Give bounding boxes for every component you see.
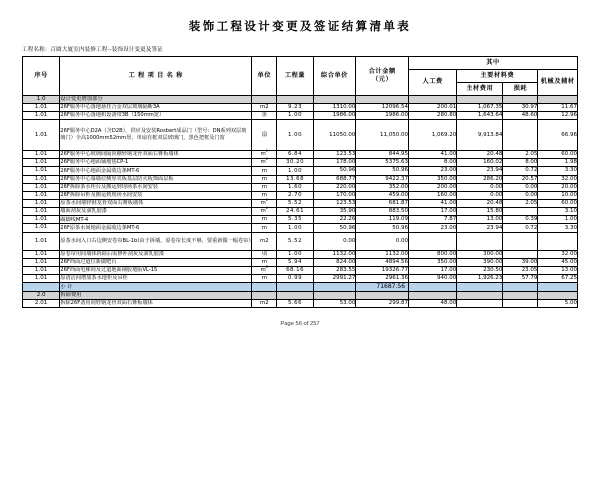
cell-qty: 1.00 xyxy=(277,167,313,175)
cell-unit-price: 178.00 xyxy=(313,159,356,167)
cell-unit-price: 283.55 xyxy=(313,266,356,274)
cell-amount xyxy=(356,95,409,103)
col-header-material: 主要材料费 xyxy=(457,69,538,82)
cell-seq: 2.0 xyxy=(23,291,60,299)
col-header-quantity: 工程量 xyxy=(277,56,313,95)
cell-unit-price: 1310.00 xyxy=(313,103,356,111)
cell-machine: 32.00 xyxy=(538,175,578,183)
cell-unit: m xyxy=(252,224,277,232)
cell-name: 26F服务中心落地积设备带3B（150mm宽） xyxy=(60,111,252,119)
cell-name: 26F西面电梯间及过道地面铺胶地版VL-15 xyxy=(60,266,252,274)
cell-loss: 48.60 xyxy=(503,111,538,119)
cell-name: 原卷帘用间墙体拆除后需修补刮灰及油乳胶漆 xyxy=(60,250,252,258)
col-header-seq: 序号 xyxy=(23,56,60,95)
cell-material-cost: 160.02 xyxy=(457,159,503,167)
table-row xyxy=(23,167,578,175)
cell-machine xyxy=(538,232,578,250)
cell-seq: 1.01 xyxy=(23,151,60,159)
cell-loss: 2.05 xyxy=(503,151,538,159)
cell-unit-price: 11050.00 xyxy=(313,120,356,151)
cell-unit: m2 xyxy=(252,103,277,111)
cell-labor xyxy=(409,232,457,250)
table-group-row xyxy=(23,291,578,299)
cell-unit-price xyxy=(313,291,356,299)
cell-loss: 0.00 xyxy=(503,183,538,191)
cell-amount: 9422.37 xyxy=(356,175,409,183)
page-title: 装饰工程设计变更及签证结算清单表 xyxy=(188,19,412,33)
cell-labor: 280.80 xyxy=(409,111,457,119)
cell-qty xyxy=(277,291,313,299)
settlement-table xyxy=(22,56,578,308)
cell-material-cost: 390.00 xyxy=(457,258,503,266)
cell-loss: 0.72 xyxy=(503,167,538,175)
cell-material-cost xyxy=(457,283,503,292)
cell-amount: 11,050.00 xyxy=(356,120,409,151)
cell-unit: $m^2$ xyxy=(252,159,277,167)
cell-loss: 30.97 xyxy=(503,103,538,111)
cell-loss xyxy=(503,300,538,308)
cell-machine: 3.30 xyxy=(538,167,578,175)
cell-machine: 3.30 xyxy=(538,224,578,232)
cell-unit xyxy=(252,291,277,299)
cell-labor: 350.00 xyxy=(409,175,457,183)
cell-labor xyxy=(409,95,457,103)
cell-machine: 32.00 xyxy=(538,250,578,258)
cell-qty: 5.66 xyxy=(277,300,313,308)
cell-qty: 6.84 xyxy=(277,151,313,159)
cell-amount: 4894.56 xyxy=(356,258,409,266)
cell-labor: 940.00 xyxy=(409,275,457,283)
cell-machine: 13.00 xyxy=(538,266,578,274)
cell-machine: 60.00 xyxy=(538,151,578,159)
cell-qty: 5.52 xyxy=(277,232,313,250)
project-name-line: 工程名称：百圆大厦室内装修工程--装饰设计变更及签证 xyxy=(22,46,163,53)
cell-seq: 1.01 xyxy=(23,103,60,111)
cell-qty: 1.00 xyxy=(277,120,313,151)
cell-machine: 20.00 xyxy=(538,183,578,191)
cell-unit-price: 1986.00 xyxy=(313,111,356,119)
cell-material-cost: 286.20 xyxy=(457,175,503,183)
table-row xyxy=(23,111,578,119)
table-row xyxy=(23,200,578,208)
cell-loss xyxy=(503,283,538,292)
cell-machine: 5.00 xyxy=(538,300,578,308)
cell-loss: 20.57 xyxy=(503,175,538,183)
cell-amount: 459.00 xyxy=(356,191,409,199)
cell-amount: 0.00 xyxy=(356,232,409,250)
table-row xyxy=(23,216,578,224)
cell-qty xyxy=(277,95,313,103)
cell-loss xyxy=(503,250,538,258)
cell-unit-price: 35.90 xyxy=(313,208,356,216)
table-row xyxy=(23,120,578,151)
cell-name: 26F拆除茶水柜台及搬运到现场茶水间安装 xyxy=(60,183,252,191)
cell-unit: m xyxy=(252,191,277,199)
cell-labor: 7.87 xyxy=(409,216,457,224)
cell-name: 踢脚线MT-4 xyxy=(60,216,252,224)
cell-name: 拆除26F备用间轻钢龙骨双面石膏板墙体 xyxy=(60,300,252,308)
cell-qty: 1.00 xyxy=(277,250,313,258)
cell-machine: 60.00 xyxy=(538,200,578,208)
cell-amount: 19326.77 xyxy=(356,266,409,274)
cell-seq: 1.01 xyxy=(23,175,60,183)
cell-labor: 8.00 xyxy=(409,159,457,167)
cell-seq: 1.01 xyxy=(23,208,60,216)
cell-loss xyxy=(503,291,538,299)
cell-seq: 1.01 xyxy=(23,167,60,175)
cell-seq: 1.01 xyxy=(23,216,60,224)
cell-qty: 13.68 xyxy=(277,175,313,183)
cell-material-cost: 20.48 xyxy=(457,200,503,208)
table-row xyxy=(23,159,578,167)
cell-qty: 1.00 xyxy=(277,111,313,119)
cell-seq: 2.01 xyxy=(23,300,60,308)
cell-qty xyxy=(277,283,313,292)
cell-unit-price: 824.00 xyxy=(313,258,356,266)
cell-seq: 1.01 xyxy=(23,159,60,167)
cell-unit xyxy=(252,283,277,292)
table-row xyxy=(23,300,578,308)
cell-amount: 299.87 xyxy=(356,300,409,308)
cell-amount: 883.50 xyxy=(356,208,409,216)
cell-labor: 23.00 xyxy=(409,224,457,232)
cell-unit-price: 50.96 xyxy=(313,167,356,175)
cell-name: 墙面刮灰及油乳胶漆 xyxy=(60,208,252,216)
cell-loss: 57.79 xyxy=(503,275,538,283)
cell-loss xyxy=(503,120,538,151)
cell-unit-price: 50.96 xyxy=(313,224,356,232)
cell-machine: 66.96 xyxy=(538,120,578,151)
cell-amount: 844.95 xyxy=(356,151,409,159)
cell-name: 原清洁间增加茶水地柜及吊柜 xyxy=(60,275,252,283)
cell-machine: 1.00 xyxy=(538,216,578,224)
cell-unit-price: 2991.27 xyxy=(313,275,356,283)
cell-material-cost: 0.00 xyxy=(457,183,503,191)
cell-unit-price: 123.53 xyxy=(313,200,356,208)
cell-labor: 17.00 xyxy=(409,208,457,216)
cell-material-cost: 15.80 xyxy=(457,208,503,216)
cell-labor: 200.01 xyxy=(409,103,457,111)
cell-material-cost: 300.00 xyxy=(457,250,503,258)
cell-unit: m xyxy=(252,183,277,191)
cell-seq: 1.01 xyxy=(23,191,60,199)
cell-loss: 0.72 xyxy=(503,224,538,232)
cell-labor: 160.00 xyxy=(409,191,457,199)
cell-name: 26F服务中心地面铺地毯CP-1 xyxy=(60,159,252,167)
cell-name: 小 计 xyxy=(60,283,252,292)
cell-machine: 45.00 xyxy=(538,258,578,266)
cell-machine: 12.96 xyxy=(538,111,578,119)
cell-qty: 5.52 xyxy=(277,200,313,208)
cell-name: 26F服务中心D2A（含D2B）．供应及安装Rosbert成品门（型号：DN系列双层玻璃门）全高1000mm52mm厚，单扇有框双层玻璃门，黑色把框及门窗 xyxy=(60,120,252,151)
cell-qty: 30.20 xyxy=(277,159,313,167)
cell-labor: 23.00 xyxy=(409,167,457,175)
col-header-amount-line1: 合计金额 xyxy=(368,67,396,75)
cell-seq: 1.01 xyxy=(23,250,60,258)
cell-qty: 2.70 xyxy=(277,191,313,199)
cell-qty: 0.99 xyxy=(277,275,313,283)
table-row xyxy=(23,175,578,183)
cell-unit: $m^2$ xyxy=(252,208,277,216)
cell-name: 26F西面过道位新做吧台 xyxy=(60,258,252,266)
cell-material-cost: 20.48 xyxy=(457,151,503,159)
cell-labor: 17.00 xyxy=(409,266,457,274)
document-page xyxy=(0,20,600,483)
cell-unit-price: 53.00 xyxy=(313,300,356,308)
cell-machine: 11.67 xyxy=(538,103,578,111)
cell-amount: 12096.54 xyxy=(356,103,409,111)
cell-name: 26F服务中心落地悬挂合金双层玻璃隔断3A xyxy=(60,103,252,111)
cell-material-cost xyxy=(457,232,503,250)
cell-unit-price xyxy=(313,283,356,292)
cell-name: 原茶水间入口右边侧安卷帘BL-1b(由于拆墙，原卷帘长度不够，要重新做一幅卷帘） xyxy=(60,232,252,250)
cell-unit-price: 1132.00 xyxy=(313,250,356,258)
cell-seq: 1.0 xyxy=(23,95,60,103)
cell-unit-price: 170.00 xyxy=(313,191,356,199)
table-body xyxy=(23,95,578,308)
cell-amount: 119.09 xyxy=(356,216,409,224)
cell-qty: 9.23 xyxy=(277,103,313,111)
header-row-1 xyxy=(23,56,578,69)
table-header xyxy=(23,56,578,95)
cell-unit: m xyxy=(252,216,277,224)
col-header-amount-line2: （元） xyxy=(372,75,393,83)
col-header-among: 其中 xyxy=(409,56,578,69)
cell-material-cost: 1,067.35 xyxy=(457,103,503,111)
cell-name: 26F服务中心幕墙位侧厚夹板基层防火板饰面层板 xyxy=(60,175,252,183)
cell-name: 拆除费用 xyxy=(60,291,252,299)
cell-material-cost: 13.00 xyxy=(457,216,503,224)
cell-loss: 2.05 xyxy=(503,200,538,208)
cell-unit-price: 123.53 xyxy=(313,151,356,159)
table-row xyxy=(23,232,578,250)
col-header-loss: 损耗 xyxy=(503,82,538,95)
cell-machine: 3.10 xyxy=(538,208,578,216)
cell-seq: 1.01 xyxy=(23,275,60,283)
cell-name: 26F服务中心玻璃间隔顶棚轻钢龙骨双面右膏板墙体 xyxy=(60,151,252,159)
cell-unit: $m^2$ xyxy=(252,151,277,159)
cell-seq: 1.01 xyxy=(23,111,60,119)
cell-seq: 1.01 xyxy=(23,183,60,191)
cell-loss xyxy=(503,95,538,103)
cell-machine xyxy=(538,291,578,299)
cell-unit: m xyxy=(252,275,277,283)
cell-material-cost: 23.94 xyxy=(457,167,503,175)
cell-labor: 48.00 xyxy=(409,300,457,308)
cell-amount: 5375.63 xyxy=(356,159,409,167)
cell-name: 26F原茶水间地面金属收边条MT-6 xyxy=(60,224,252,232)
cell-labor: 41.00 xyxy=(409,151,457,159)
table-row xyxy=(23,275,578,283)
cell-loss: 8.00 xyxy=(503,159,538,167)
cell-unit: m xyxy=(252,175,277,183)
col-header-labor: 人工费 xyxy=(409,69,457,95)
cell-labor: 800.00 xyxy=(409,250,457,258)
table-subtotal-row xyxy=(23,283,578,292)
cell-labor: 200.00 xyxy=(409,183,457,191)
cell-amount: 1986.00 xyxy=(356,111,409,119)
cell-unit-price xyxy=(313,95,356,103)
cell-unit-price: 220.00 xyxy=(313,183,356,191)
cell-unit-price: 0.00 xyxy=(313,232,356,250)
table-row xyxy=(23,103,578,111)
cell-material-cost xyxy=(457,95,503,103)
cell-qty: 24.61 xyxy=(277,208,313,216)
cell-labor: 1,069.20 xyxy=(409,120,457,151)
cell-loss: 0.39 xyxy=(503,216,538,224)
cell-machine: 67.25 xyxy=(538,275,578,283)
col-header-amount xyxy=(356,56,409,95)
cell-loss: 23.05 xyxy=(503,266,538,274)
cell-unit-price: 688.77 xyxy=(313,175,356,183)
cell-loss: 0.00 xyxy=(503,191,538,199)
table-row xyxy=(23,151,578,159)
cell-amount: 2961.36 xyxy=(356,275,409,283)
table-row xyxy=(23,208,578,216)
cell-qty: 68.16 xyxy=(277,266,313,274)
col-header-unit: 单位 xyxy=(252,56,277,95)
page-footer: Page 56 of 257 xyxy=(280,321,320,328)
cell-labor: 350.00 xyxy=(409,258,457,266)
cell-unit: $m^2$ xyxy=(252,200,277,208)
cell-unit: 项 xyxy=(252,250,277,258)
cell-labor xyxy=(409,283,457,292)
cell-material-cost: 230.50 xyxy=(457,266,503,274)
cell-material-cost xyxy=(457,291,503,299)
cell-seq xyxy=(23,283,60,292)
cell-material-cost: 0.00 xyxy=(457,191,503,199)
cell-name: 26F服务中心地面金属收边条MT-6 xyxy=(60,167,252,175)
cell-seq: 1.01 xyxy=(23,232,60,250)
cell-unit: m2 xyxy=(252,300,277,308)
cell-machine xyxy=(538,283,578,292)
col-header-unit-price: 综合单价 xyxy=(313,56,356,95)
col-header-name: 工 程 项 目 名 称 xyxy=(60,56,252,95)
table-row xyxy=(23,224,578,232)
cell-unit: 条 xyxy=(252,111,277,119)
col-header-material-cost: 主材费用 xyxy=(457,82,503,95)
cell-unit: m2 xyxy=(252,232,277,250)
cell-qty: 1.00 xyxy=(277,224,313,232)
table-group-row xyxy=(23,95,578,103)
cell-qty: 1.60 xyxy=(277,183,313,191)
cell-amount: 681.87 xyxy=(356,200,409,208)
cell-seq: 1.01 xyxy=(23,224,60,232)
cell-loss xyxy=(503,208,538,216)
table-row xyxy=(23,183,578,191)
cell-amount: 352.00 xyxy=(356,183,409,191)
cell-labor xyxy=(409,291,457,299)
cell-seq: 1.01 xyxy=(23,266,60,274)
cell-machine xyxy=(538,95,578,103)
cell-name: 设计变更增加部分 xyxy=(60,95,252,103)
cell-amount: 71687.56 xyxy=(356,283,409,292)
cell-amount: 50.96 xyxy=(356,167,409,175)
cell-name: 26F拆除吊柜及搬运到现场水间安装 xyxy=(60,191,252,199)
cell-amount: 50.96 xyxy=(356,224,409,232)
cell-qty: 5.94 xyxy=(277,258,313,266)
cell-unit: m xyxy=(252,167,277,175)
cell-unit xyxy=(252,95,277,103)
cell-unit: 扇 xyxy=(252,120,277,151)
cell-material-cost: 23.94 xyxy=(457,224,503,232)
cell-seq: 1.01 xyxy=(23,120,60,151)
cell-qty: 5.35 xyxy=(277,216,313,224)
cell-loss: 39.00 xyxy=(503,258,538,266)
cell-unit: m xyxy=(252,258,277,266)
cell-amount xyxy=(356,291,409,299)
cell-seq: 1.01 xyxy=(23,258,60,266)
cell-machine: 1.98 xyxy=(538,159,578,167)
cell-material-cost: 1,926.23 xyxy=(457,275,503,283)
cell-material-cost xyxy=(457,300,503,308)
col-header-machine: 机械及辅材 xyxy=(538,69,578,95)
cell-loss xyxy=(503,232,538,250)
cell-labor: 41.00 xyxy=(409,200,457,208)
cell-amount: 1132.00 xyxy=(356,250,409,258)
table-row xyxy=(23,191,578,199)
cell-seq: 1.01 xyxy=(23,200,60,208)
cell-material-cost: 9,913.84 xyxy=(457,120,503,151)
cell-material-cost: 1,643.64 xyxy=(457,111,503,119)
table-row xyxy=(23,266,578,274)
cell-name: 原茶水间墙轻钢龙骨双面右膏板墙体 xyxy=(60,200,252,208)
table-row xyxy=(23,250,578,258)
table-row xyxy=(23,258,578,266)
cell-machine: 10.00 xyxy=(538,191,578,199)
cell-unit-price: 22.26 xyxy=(313,216,356,224)
cell-unit: $m^2$ xyxy=(252,266,277,274)
